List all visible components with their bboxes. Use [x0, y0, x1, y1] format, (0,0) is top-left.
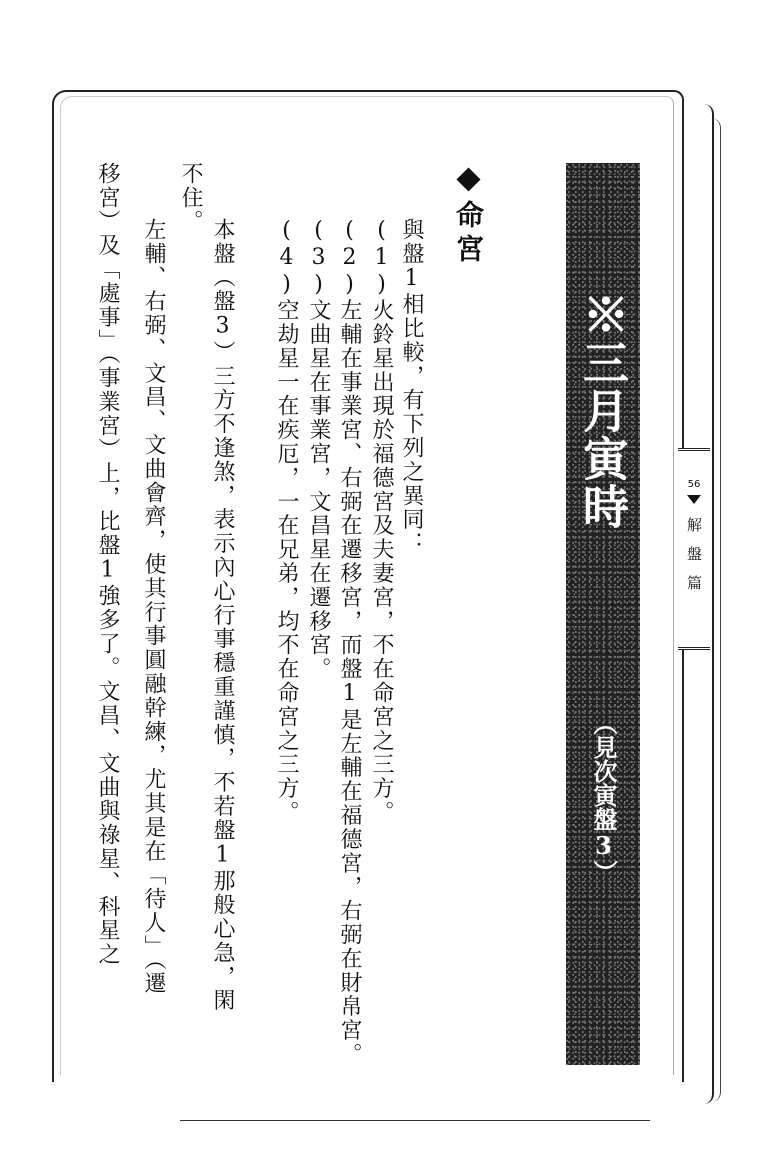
chapter-banner [566, 163, 640, 1065]
page-number: 56 [687, 479, 701, 490]
section-label: 解盤篇 [685, 517, 703, 604]
section-tab [678, 448, 710, 650]
paragraph-2-line-1: 左輔、右弼、文昌、文曲會齊，使其行事圓融幹練，尤其是在「待人」（遷 [141, 218, 166, 996]
section-heading [448, 166, 488, 268]
section-heading-text: 命宮 [452, 200, 485, 268]
paragraph-2-line-2: 移宮）及「處事」（事業宮）上，比盤1強多了。文昌、文曲與祿星、科星之 [95, 162, 120, 967]
paragraph-1-line-1: 本盤（盤3）三方不逢煞，表示內心行事穩重謹慎，不若盤1那般心急，閑 [210, 218, 235, 1013]
down-triangle-icon [687, 495, 701, 504]
list-item-1: (1)火鈴星出現於福德宮及夫妻宮，不在命宮之三方。 [369, 218, 394, 825]
paragraph-intro: 與盤1相比較，有下列之異同： [399, 218, 424, 556]
diamond-bullet-icon [456, 167, 480, 191]
paragraph-1-line-2: 不住。 [178, 162, 203, 234]
bottom-rule [180, 1120, 650, 1121]
list-item-2: (2)左輔在事業宮、右弼在遷移宮，而盤1是左輔在福德宮，右弼在財帛宮。 [337, 218, 362, 1067]
list-item-3: (3)文曲星在事業宮，文昌星在遷移宮。 [306, 218, 331, 682]
chapter-title: ※三月寅時 [576, 291, 630, 531]
chapter-subtitle: （見次寅盤3） [589, 711, 618, 884]
list-item-4: (4)空劫星一在疾厄，一在兄弟，均不在命宮之三方。 [274, 218, 299, 825]
